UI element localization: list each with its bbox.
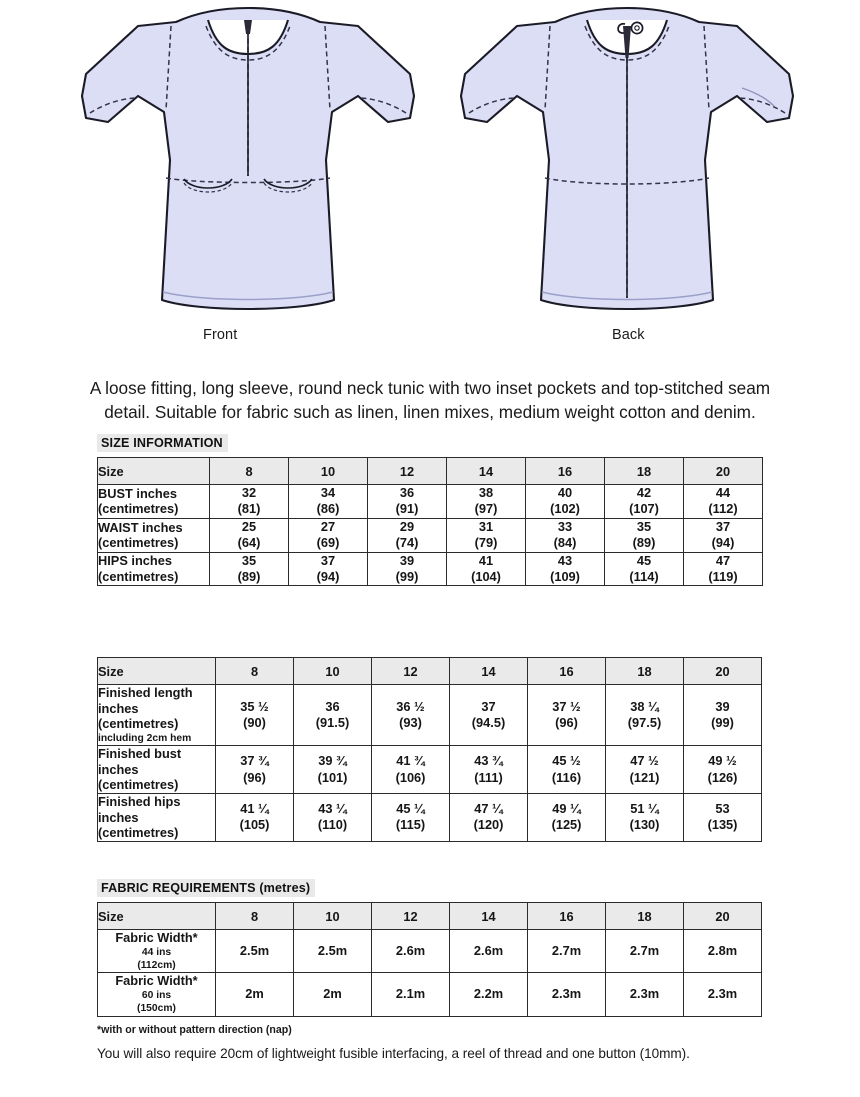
inches-value: 37 (481, 698, 496, 714)
cell-hips-8 (216, 794, 294, 842)
cell-fabric44-10: 2.5m (294, 930, 372, 973)
cell-bust-12 (372, 746, 450, 794)
size-header-14: 14 (450, 903, 528, 930)
inches-value: 44 (715, 485, 731, 500)
cm-value: (97) (474, 501, 498, 517)
size-header-16: 16 (526, 458, 605, 485)
cell-fabric60-16: 2.3m (528, 973, 606, 1016)
row-label-finished-hips (98, 794, 216, 842)
cm-value: (119) (708, 568, 738, 584)
cm-value: (96) (555, 715, 578, 731)
inches-value: 51 ¼ (630, 801, 659, 817)
size-header-12: 12 (372, 658, 450, 685)
cell-waist-8 (210, 518, 289, 552)
cm-value: (120) (473, 817, 504, 833)
inches-value: 37 (320, 552, 336, 568)
inches-value: 32 (241, 485, 257, 500)
size-column-header: Size (98, 658, 216, 685)
row-label-line2: (centimetres) (98, 535, 179, 551)
cell-bust-8 (210, 485, 289, 519)
cm-value: (107) (629, 501, 659, 517)
size-header-20: 20 (684, 458, 763, 485)
cell-hips-20 (684, 552, 763, 586)
size-header-18: 18 (606, 658, 684, 685)
size-header-20: 20 (684, 658, 762, 685)
cm-value: (114) (629, 568, 659, 584)
cell-length-10 (294, 685, 372, 746)
inches-value: 45 ¼ (396, 801, 425, 817)
inches-value: 39 ¾ (318, 753, 347, 769)
row-label-line1: Fabric Width* (115, 973, 198, 989)
cm-value: (112) (708, 501, 738, 517)
cm-value: (99) (711, 715, 734, 731)
inches-value: 45 ½ (552, 753, 581, 769)
table-row (98, 746, 762, 794)
cell-bust-20 (684, 746, 762, 794)
cell-hips-18 (606, 794, 684, 842)
cm-value: (97.5) (627, 715, 662, 731)
inches-value: 40 (557, 485, 573, 500)
cm-value: (125) (551, 817, 582, 833)
row-label-line1: Finished hips (98, 794, 181, 809)
row-label-line1: Fabric Width* (115, 930, 198, 945)
cm-value: (91) (395, 501, 419, 517)
cell-bust-12 (368, 485, 447, 519)
size-header-16: 16 (528, 903, 606, 930)
row-label-line1: HIPS inches (98, 553, 172, 569)
size-column-header: Size (98, 903, 216, 930)
cell-length-12 (372, 685, 450, 746)
inches-value: 47 ½ (630, 753, 659, 769)
cell-fabric44-12: 2.6m (372, 930, 450, 973)
cell-waist-16 (526, 518, 605, 552)
size-header-10: 10 (294, 658, 372, 685)
inches-value: 29 (399, 518, 415, 534)
inches-value: 47 ¼ (474, 801, 503, 817)
row-label-line3: (centimetres) (98, 777, 179, 793)
cell-bust-18 (606, 746, 684, 794)
size-header-18: 18 (606, 903, 684, 930)
cell-fabric44-14: 2.6m (450, 930, 528, 973)
cm-value: (101) (317, 769, 348, 785)
cm-value: (84) (553, 535, 577, 551)
row-label-line1: Finished length (98, 685, 193, 700)
cell-length-16 (528, 685, 606, 746)
cell-hips-20 (684, 794, 762, 842)
table-row (98, 685, 762, 746)
row-label-line3: (centimetres) (98, 716, 179, 732)
cell-bust-16 (526, 485, 605, 519)
cm-value: (81) (237, 501, 261, 517)
size-header-12: 12 (368, 458, 447, 485)
inches-value: 41 ¾ (396, 753, 425, 769)
inches-value: 47 (715, 552, 731, 568)
row-label-line2: 44 ins (141, 946, 172, 958)
row-label-note: including 2cm hem (98, 732, 192, 744)
row-label-waist (98, 518, 210, 552)
row-label-line2: (centimetres) (98, 568, 179, 584)
table-header-row (98, 658, 762, 685)
cell-hips-14 (450, 794, 528, 842)
cm-value: (109) (550, 568, 580, 584)
cell-fabric44-20: 2.8m (684, 930, 762, 973)
cm-value: (94.5) (471, 715, 506, 731)
inches-value: 43 ¾ (474, 753, 503, 769)
cm-value: (74) (395, 535, 419, 551)
cell-bust-10 (294, 746, 372, 794)
cm-value: (89) (632, 535, 656, 551)
cm-value: (111) (474, 769, 503, 785)
table-row (98, 973, 762, 1016)
cm-value: (121) (629, 769, 660, 785)
cm-value: (94) (316, 568, 340, 584)
cell-hips-18 (605, 552, 684, 586)
size-header-14: 14 (447, 458, 526, 485)
row-label-line3: (centimetres) (98, 825, 179, 841)
cell-bust-14 (450, 746, 528, 794)
fabric-requirements-footnote: *with or without pattern direction (nap) (97, 1024, 292, 1036)
cell-hips-16 (528, 794, 606, 842)
inches-value: 45 (636, 552, 652, 568)
cm-value: (99) (395, 568, 419, 584)
cell-bust-16 (528, 746, 606, 794)
row-label-finished-bust (98, 746, 216, 794)
cell-waist-18 (605, 518, 684, 552)
inches-value: 35 (636, 518, 652, 534)
cell-fabric60-10: 2m (294, 973, 372, 1016)
cell-waist-20 (684, 518, 763, 552)
front-view-label: Front (203, 327, 238, 343)
cm-value: (79) (474, 535, 498, 551)
inches-value: 43 (557, 552, 573, 568)
cell-length-20 (684, 685, 762, 746)
inches-value: 36 (399, 485, 415, 500)
cell-fabric60-14: 2.2m (450, 973, 528, 1016)
button-icon (631, 22, 642, 33)
inches-value: 53 (715, 801, 730, 817)
size-header-18: 18 (605, 458, 684, 485)
inches-value: 38 (478, 485, 494, 500)
size-header-10: 10 (294, 903, 372, 930)
row-label-line3: (150cm) (137, 1003, 176, 1015)
cell-fabric60-8: 2m (216, 973, 294, 1016)
garment-illustrations (0, 0, 860, 318)
row-label-hips (98, 552, 210, 586)
front-view-illustration (58, 0, 438, 325)
fabric-requirements-heading: FABRIC REQUIREMENTS (metres) (97, 879, 315, 897)
garment-description: A loose fitting, long sleeve, round neck tunic with two inset pockets and top-stitched seam detail. Suitable for fabric such as linen, linen mixes, medium weight cotton and denim. (89, 378, 771, 422)
inches-value: 36 ½ (396, 698, 425, 714)
inches-value: 43 ¼ (318, 801, 347, 817)
fabric-requirements-table (97, 902, 762, 1017)
cm-value: (93) (399, 715, 422, 731)
inches-value: 41 (478, 552, 494, 568)
cell-fabric44-8: 2.5m (216, 930, 294, 973)
cell-bust-8 (216, 746, 294, 794)
inches-value: 33 (557, 518, 573, 534)
size-header-14: 14 (450, 658, 528, 685)
inches-value: 49 ¼ (552, 801, 581, 817)
cm-value: (115) (395, 817, 426, 833)
inches-value: 49 ½ (708, 753, 737, 769)
inches-value: 35 ½ (240, 698, 269, 714)
cm-value: (69) (316, 535, 340, 551)
size-information-table (97, 457, 763, 586)
inches-value: 38 ¼ (630, 698, 659, 714)
table-row (98, 485, 763, 519)
cm-value: (116) (551, 769, 582, 785)
cell-fabric44-18: 2.7m (606, 930, 684, 973)
view-labels (0, 327, 860, 349)
cm-value: (102) (550, 501, 580, 517)
table-header-row (98, 458, 763, 485)
cell-hips-10 (289, 552, 368, 586)
table-row (98, 794, 762, 842)
size-header-20: 20 (684, 903, 762, 930)
row-label-fabric-width-44 (98, 930, 216, 973)
row-label-line3: (112cm) (137, 959, 176, 971)
row-label-line2: inches (98, 761, 139, 777)
row-label-fabric-width-60 (98, 973, 216, 1016)
cell-bust-14 (447, 485, 526, 519)
table-row (98, 552, 763, 586)
size-header-8: 8 (216, 903, 294, 930)
table-header-row (98, 903, 762, 930)
cell-waist-14 (447, 518, 526, 552)
cell-bust-10 (289, 485, 368, 519)
cell-waist-10 (289, 518, 368, 552)
cm-value: (135) (707, 817, 738, 833)
cm-value: (89) (237, 568, 261, 584)
inches-value: 41 ¼ (240, 801, 269, 817)
cell-fabric44-16: 2.7m (528, 930, 606, 973)
inches-value: 39 (399, 552, 415, 568)
cm-value: (86) (316, 501, 340, 517)
finished-garment-table (97, 657, 762, 842)
cell-waist-12 (368, 518, 447, 552)
extra-requirements-text: You will also require 20cm of lightweight fusible interfacing, a reel of thread and one button (10mm). (97, 1046, 690, 1061)
size-header-8: 8 (216, 658, 294, 685)
inches-value: 27 (320, 518, 336, 534)
cell-bust-20 (684, 485, 763, 519)
cell-hips-16 (526, 552, 605, 586)
inches-value: 35 (241, 552, 257, 568)
cell-fabric60-18: 2.3m (606, 973, 684, 1016)
cm-value: (105) (239, 817, 270, 833)
row-label-line2: 60 ins (141, 989, 172, 1001)
cell-hips-10 (294, 794, 372, 842)
row-label-line1: WAIST inches (98, 519, 183, 535)
row-label-line1: BUST inches (98, 485, 177, 501)
inches-value: 37 ¾ (240, 753, 269, 769)
cm-value: (110) (317, 817, 348, 833)
size-header-16: 16 (528, 658, 606, 685)
size-header-12: 12 (372, 903, 450, 930)
cm-value: (96) (243, 769, 266, 785)
cm-value: (130) (629, 817, 660, 833)
cell-length-18 (606, 685, 684, 746)
row-label-line2: inches (98, 700, 139, 716)
inches-value: 37 ½ (552, 698, 581, 714)
cm-value: (126) (707, 769, 738, 785)
row-label-line1: Finished bust (98, 746, 182, 762)
row-label-bust (98, 485, 210, 519)
inches-value: 25 (241, 518, 257, 534)
row-label-line2: (centimetres) (98, 501, 179, 517)
cell-length-14 (450, 685, 528, 746)
cm-value: (64) (237, 535, 261, 551)
size-header-8: 8 (210, 458, 289, 485)
cell-fabric60-12: 2.1m (372, 973, 450, 1016)
cell-hips-12 (368, 552, 447, 586)
inches-value: 31 (478, 518, 494, 534)
cm-value: (106) (395, 769, 426, 785)
back-view-illustration (432, 0, 822, 325)
size-header-10: 10 (289, 458, 368, 485)
inches-value: 39 (715, 698, 730, 714)
cm-value: (94) (711, 535, 735, 551)
size-column-header: Size (98, 458, 210, 485)
inches-value: 37 (715, 518, 731, 534)
row-label-finished-length (98, 685, 216, 746)
back-view-label: Back (612, 327, 645, 343)
cell-bust-18 (605, 485, 684, 519)
size-information-heading: SIZE INFORMATION (97, 434, 228, 452)
cell-hips-8 (210, 552, 289, 586)
cm-value: (104) (471, 568, 501, 584)
table-row (98, 930, 762, 973)
row-label-line2: inches (98, 809, 139, 825)
inches-value: 34 (320, 485, 336, 500)
cell-length-8 (216, 685, 294, 746)
cm-value: (90) (243, 715, 266, 731)
cell-hips-14 (447, 552, 526, 586)
inches-value: 36 (325, 698, 340, 714)
cell-fabric60-20: 2.3m (684, 973, 762, 1016)
table-row (98, 518, 763, 552)
cell-hips-12 (372, 794, 450, 842)
inches-value: 42 (636, 485, 652, 500)
cm-value: (91.5) (315, 715, 350, 731)
